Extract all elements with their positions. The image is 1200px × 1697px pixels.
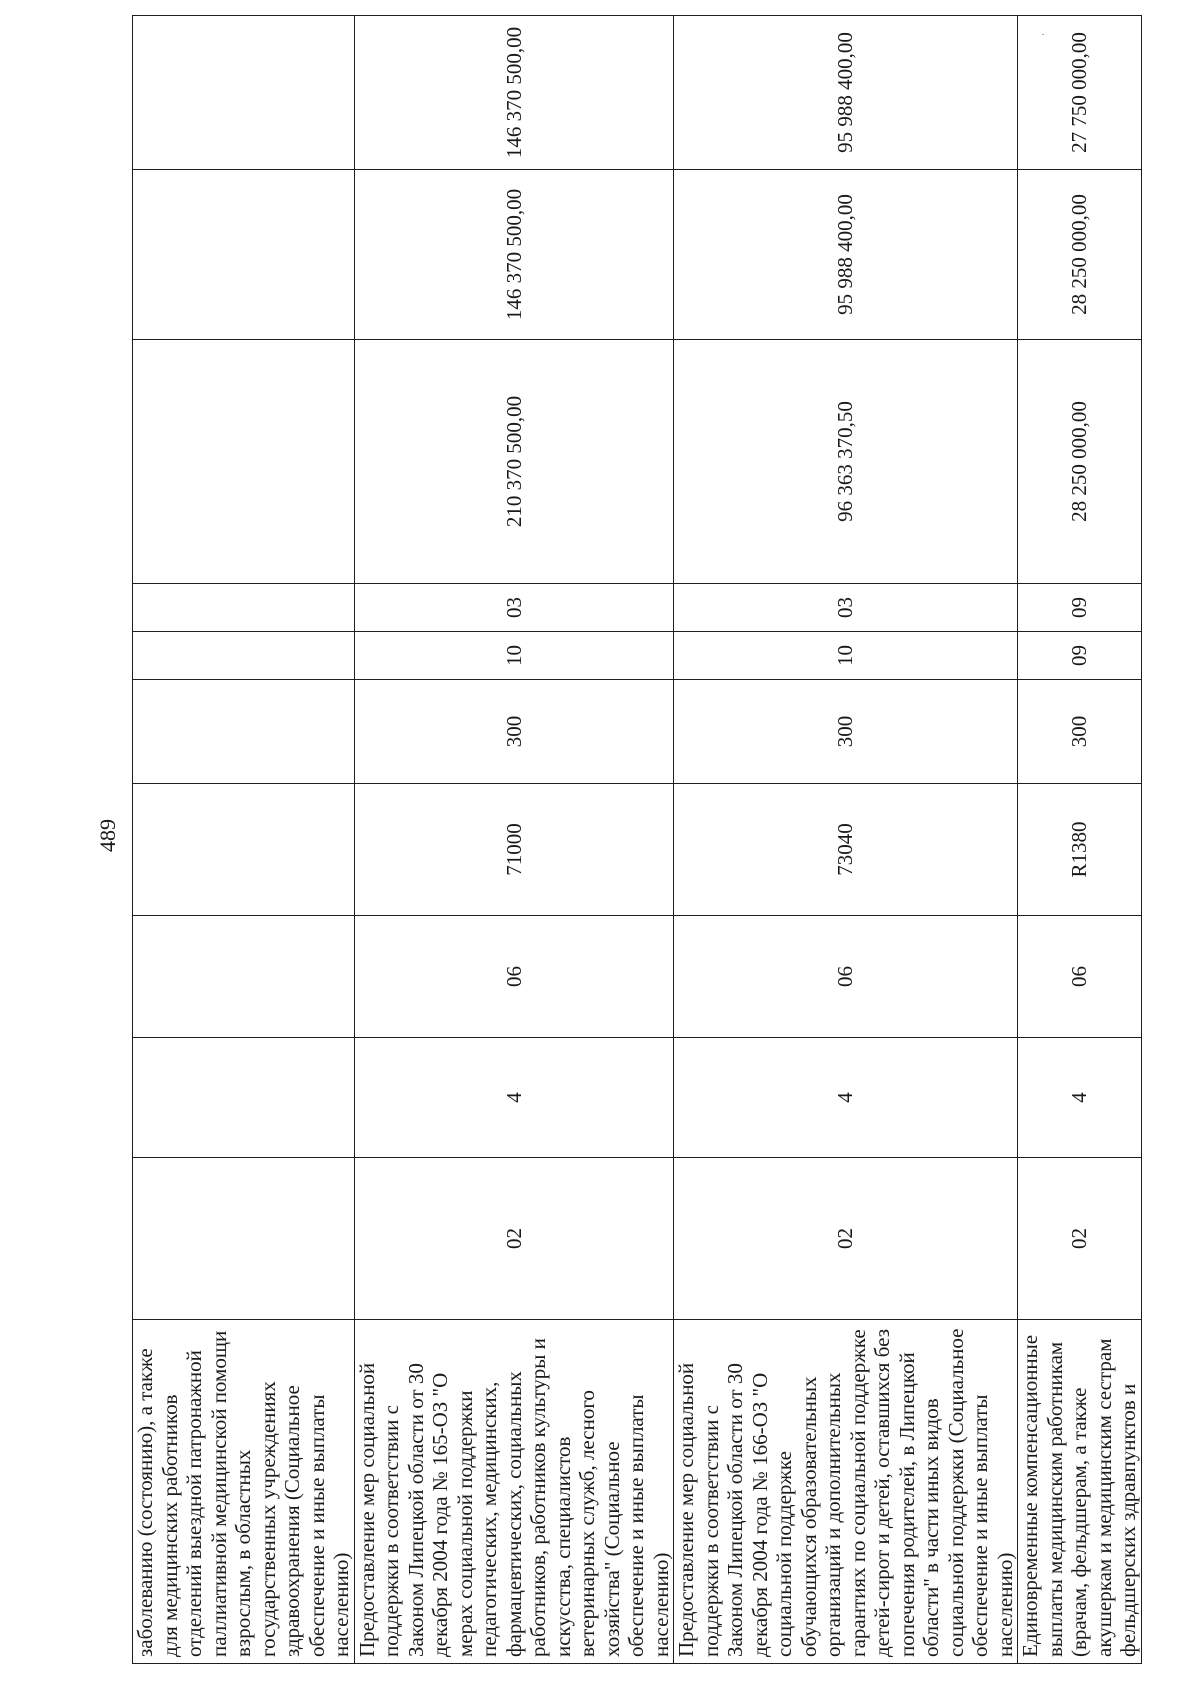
code-cell: 300 — [674, 680, 1018, 784]
amount-cell — [133, 340, 355, 584]
code-cell — [133, 680, 355, 784]
row-name-cell — [1018, 1320, 1142, 1664]
budget-table-rotated — [132, 26, 1140, 1664]
code-cell: 300 — [1018, 680, 1142, 784]
row-name-cell — [354, 1320, 674, 1664]
amount-cell: 95 988 400,00 — [674, 170, 1018, 340]
amount-cell: 146 370 500,00 — [354, 170, 674, 340]
row-name-text: Предоставление мер социальной поддержки в соответствии с Законом Липецкой области от 30 декабря 2004 года № 165-ОЗ "О мерах социальной поддержки педагогических, медицинских, фармацевтических, социальных работников, работников культуры и искусства, специалистов ветеринарных служб, лесного хозяйства" (Социальное обеспечение и иные выплаты населению) — [354, 1338, 673, 1657]
amount-cell: 27 750 000,00 — [1018, 16, 1142, 170]
amount-cell: 96 363 370,50 — [674, 340, 1018, 584]
code-cell: 02 — [674, 1158, 1018, 1320]
amount-cell: 28 250 000,00 — [1018, 170, 1142, 340]
code-cell: 06 — [1018, 916, 1142, 1038]
code-cell: 10 — [674, 632, 1018, 680]
code-cell — [133, 784, 355, 916]
row-name-cell — [133, 1320, 355, 1664]
amount-cell — [133, 170, 355, 340]
row-name-text: заболеванию (состоянию), а также для медицинских работников отделений выездной патронажной паллиативной медицинской помощи взрослым, в областных государственных учреждениях здравоохранения (Социальное обеспечение и иные выплаты населению) — [133, 1330, 353, 1657]
amount-cell: 95 988 400,00 — [674, 16, 1018, 170]
code-cell — [133, 1158, 355, 1320]
code-cell — [133, 916, 355, 1038]
amount-cell — [133, 16, 355, 170]
amount-cell: 28 250 000,00 — [1018, 340, 1142, 584]
code-cell: 4 — [354, 1038, 674, 1158]
row-name-text: Предоставление мер социальной поддержки в соответствии с Законом Липецкой области от 30 декабря 2004 года № 166-ОЗ "О социальной поддержке обучающихся образовательных организаций и дополнительных гарантиях по социальной поддержке детей-сирот и детей, оставшихся без попечения родителей, в Липецкой области" в части иных видов социальной поддержки (Социальное обеспечение и иные выплаты населению) — [674, 1328, 1017, 1657]
code-cell: 06 — [354, 916, 674, 1038]
code-cell: 4 — [674, 1038, 1018, 1158]
code-cell — [133, 584, 355, 632]
code-cell: 02 — [1018, 1158, 1142, 1320]
table-row — [1018, 16, 1142, 1664]
code-cell: 10 — [354, 632, 674, 680]
code-cell: 73040 — [674, 784, 1018, 916]
code-cell: 02 — [354, 1158, 674, 1320]
budget-table — [132, 15, 1142, 1664]
code-cell — [133, 632, 355, 680]
code-cell — [133, 1038, 355, 1158]
code-cell: R1380 — [1018, 784, 1142, 916]
code-cell: 09 — [1018, 632, 1142, 680]
code-cell: 03 — [674, 584, 1018, 632]
page-number: 489 — [95, 819, 120, 852]
amount-cell: 210 370 500,00 — [354, 340, 674, 584]
code-cell: 03 — [354, 584, 674, 632]
row-name-cell — [674, 1320, 1018, 1664]
amount-cell: 146 370 500,00 — [354, 16, 674, 170]
table-row — [133, 16, 355, 1664]
table-row — [674, 16, 1018, 1664]
table-row — [354, 16, 674, 1664]
code-cell: 300 — [354, 680, 674, 784]
code-cell: 4 — [1018, 1038, 1142, 1158]
code-cell: 09 — [1018, 584, 1142, 632]
code-cell: 06 — [674, 916, 1018, 1038]
code-cell: 71000 — [354, 784, 674, 916]
row-name-text: Единовременные компенсационные выплаты медицинским работникам (врачам, фельдшерам, а также акушеркам и медицинским сестрам фельдшерских здравпунктов и — [1018, 1334, 1140, 1657]
